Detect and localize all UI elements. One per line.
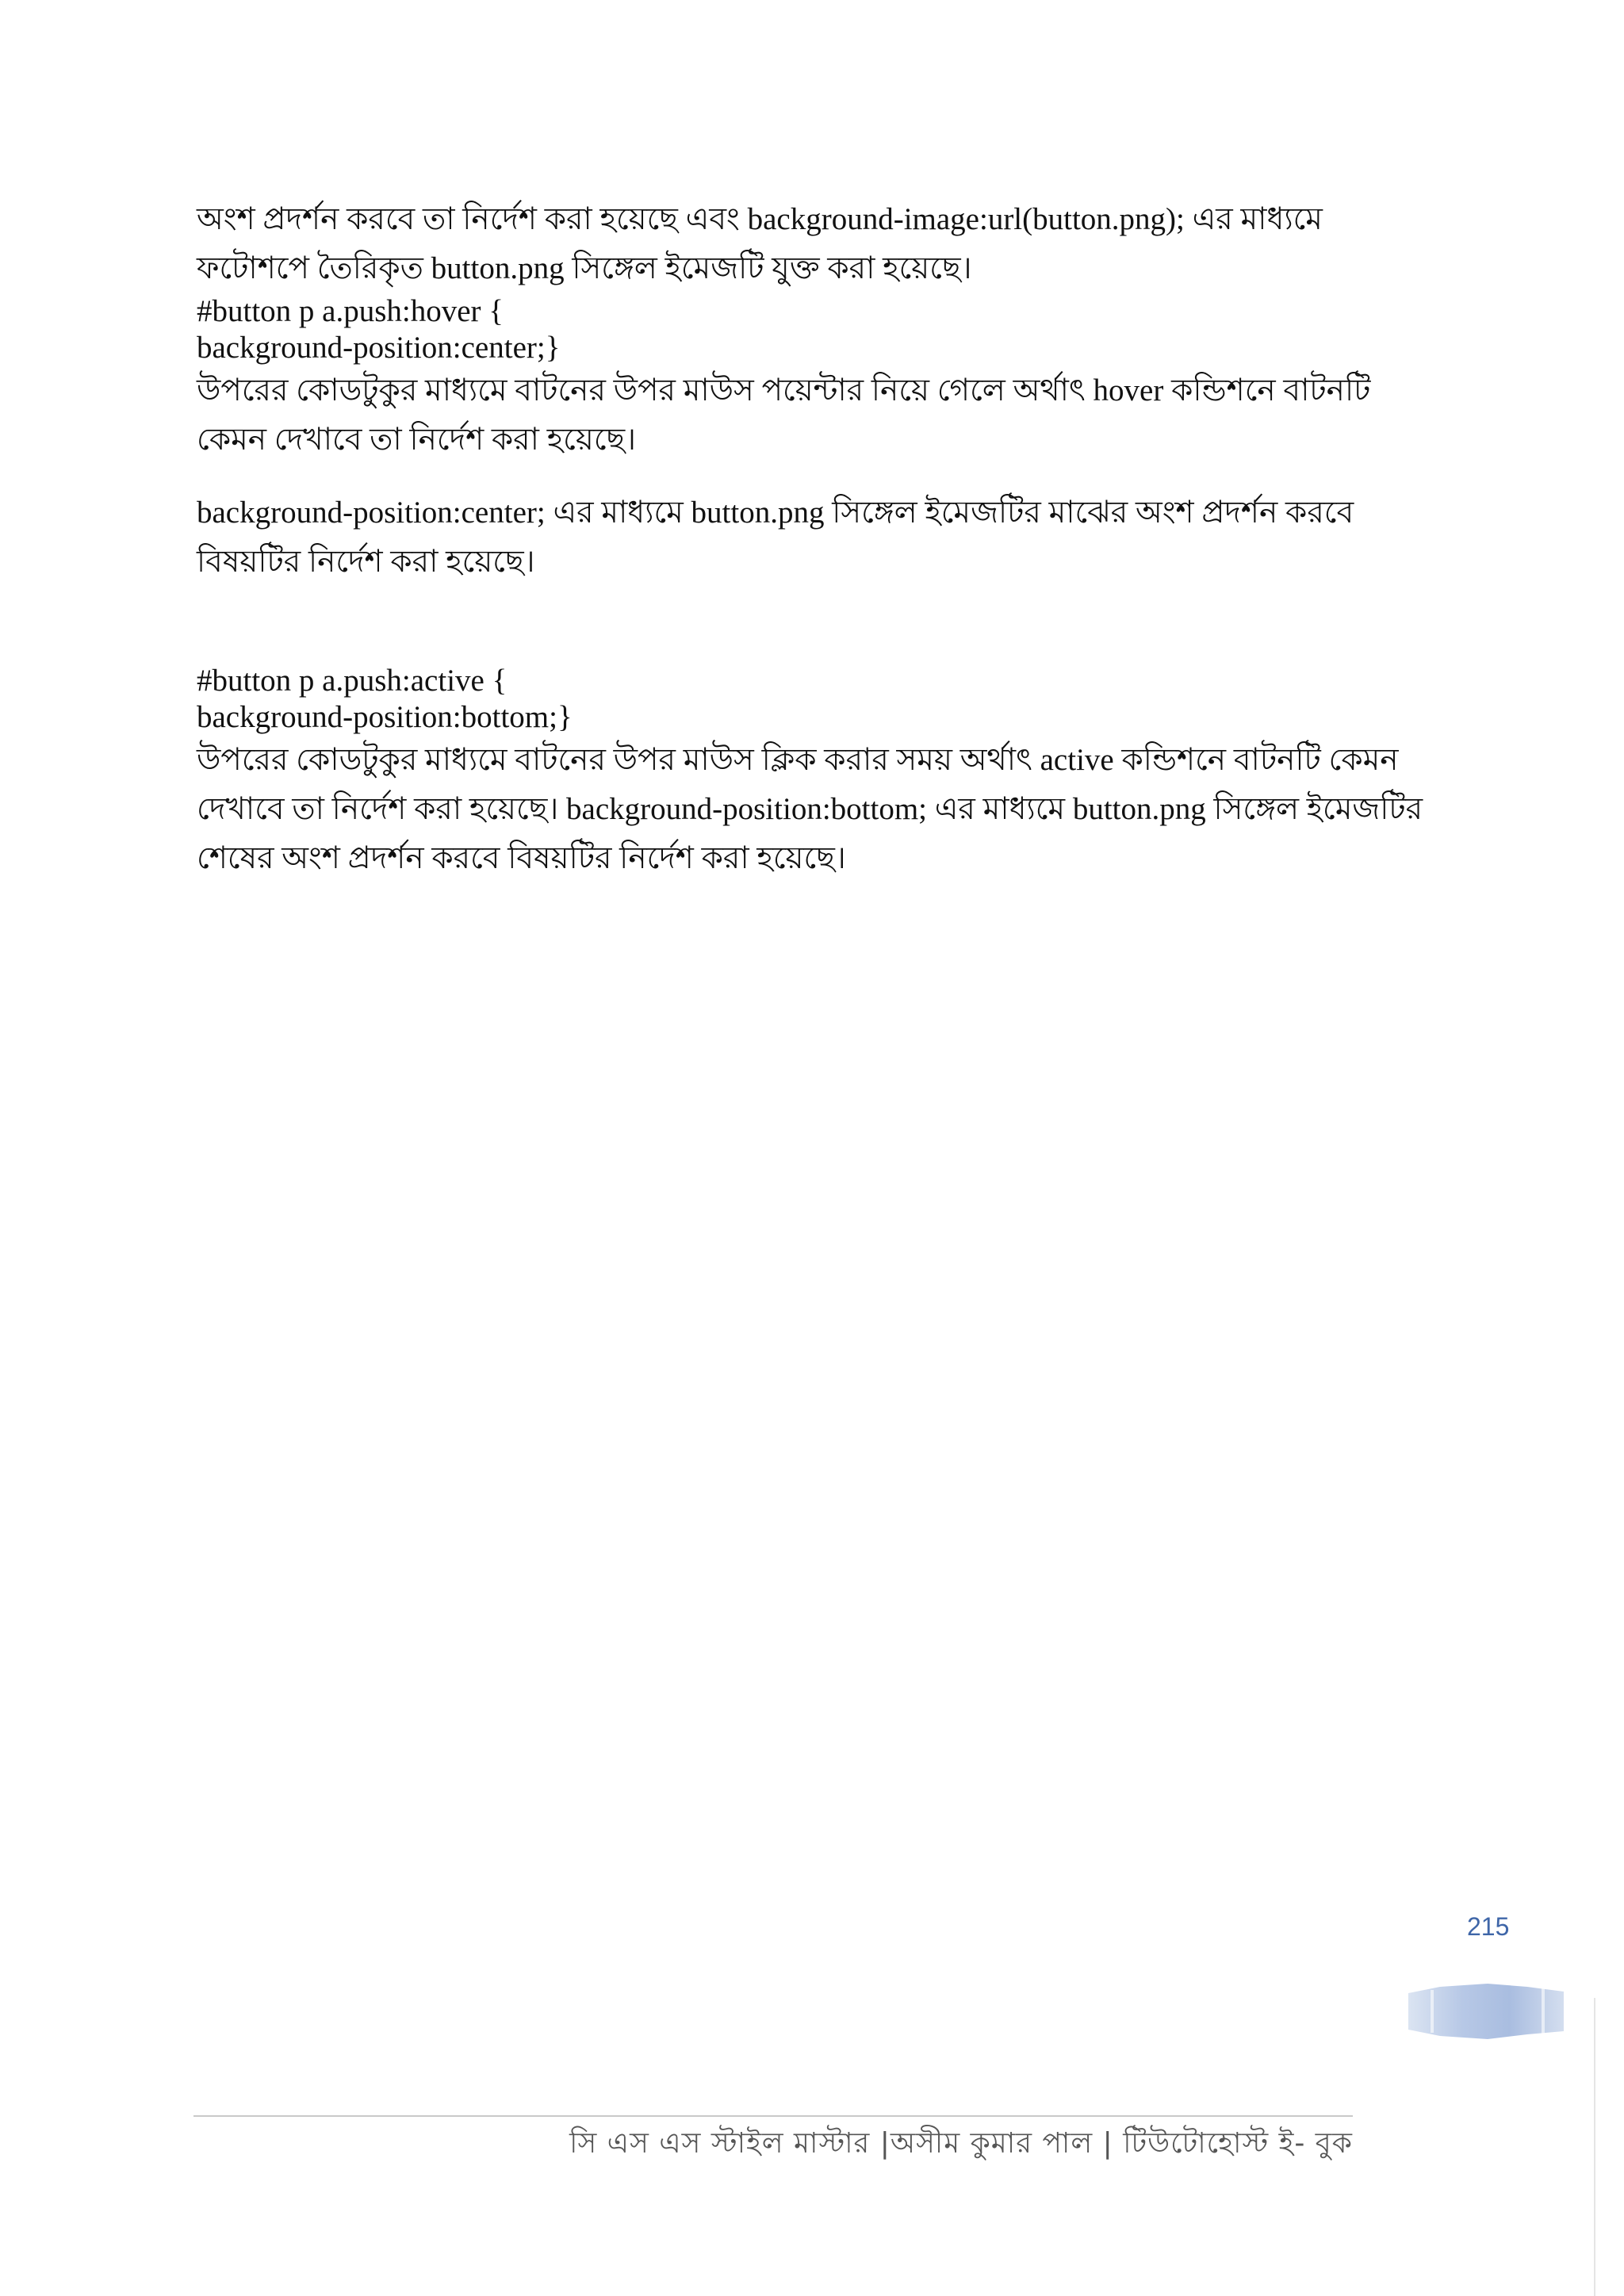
footer-divider [193,2115,1353,2117]
code-active-line-1: #button p a.push:active { [197,664,508,698]
page-number: 215 [1467,1912,1510,1941]
page-edge-line [1594,1998,1595,2296]
code-hover-line-2: background-position:center;} [197,331,561,365]
paragraph-background-image: অংশ প্রদর্শন করবে তা নির্দেশ করা হয়েছে এবং background-image:url(button.png); এর মাধ্যমে ফটোশপে তৈরিকৃত button.png সিঙ্গেল ইমেজটি যুক্ত করা হয়েছে। [197,202,1323,285]
spacer [197,465,1434,488]
page-tab-decoration-icon [1408,1982,1564,2041]
page-content [197,195,1434,883]
spacer [197,587,1434,663]
paragraph-hover-explanation: উপরের কোডটুকুর মাধ্যমে বাটনের উপর মাউস পয়েন্টার নিয়ে গেলে অর্থাৎ hover কন্ডিশনে বাটনটি কেমন দেখাবে তা নির্দেশ করা হয়েছে। [197,373,1371,457]
paragraph-center-explanation: background-position:center; এর মাধ্যমে button.png সিঙ্গেল ইমেজটির মাঝের অংশ প্রদর্শন করবে বিষয়টির নির্দেশ করা হয়েছে। [197,496,1354,579]
code-hover-line-1: #button p a.push:hover { [197,294,504,328]
footer-text: সি এস এস স্টাইল মাস্টার |অসীম কুমার পাল | টিউটোহোস্ট ই- বুক [569,2127,1353,2160]
paragraph-active-explanation: উপরের কোডটুকুর মাধ্যমে বাটনের উপর মাউস ক্লিক করার সময় অর্থাৎ active কন্ডিশনে বাটনটি কেমন দেখাবে তা নির্দেশ করা হয়েছে। background-position:bottom; এর মাধ্যমে button.png সিঙ্গেল ইমেজটির শেষের অংশ প্রদর্শন করবে বিষয়টির নির্দেশ করা হয়েছে। [197,743,1423,875]
code-active-line-2: background-position:bottom;} [197,700,573,734]
